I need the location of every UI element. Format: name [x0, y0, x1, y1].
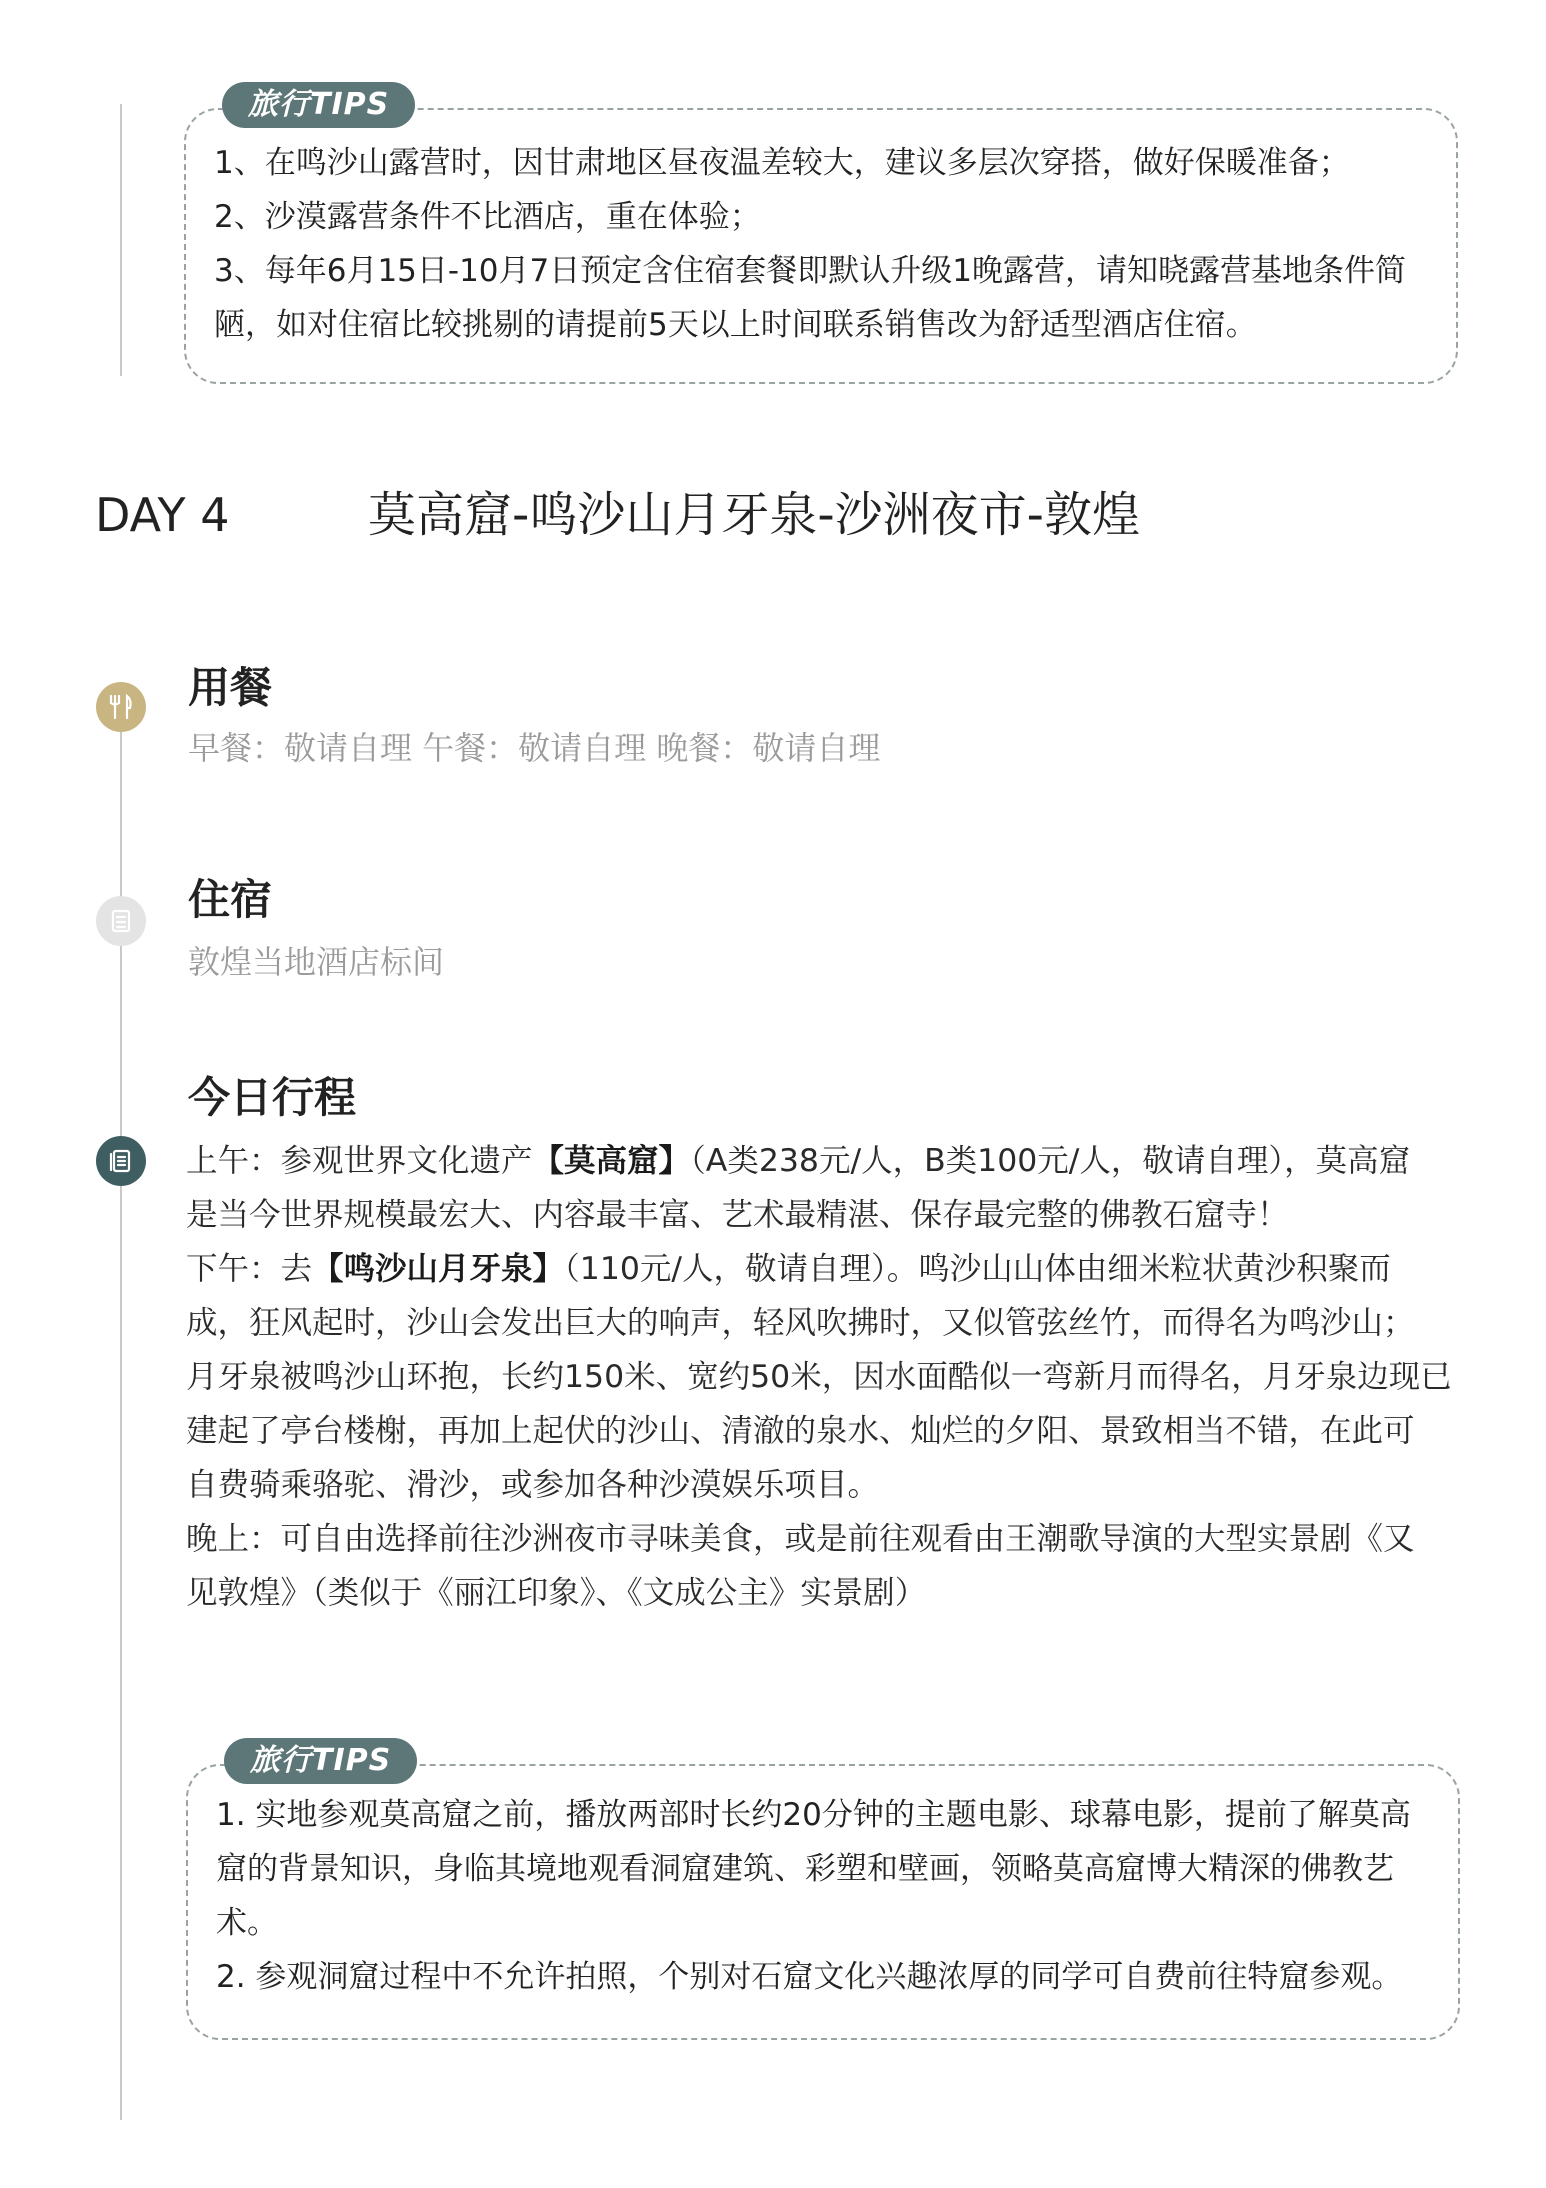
itinerary-line-1	[186, 1134, 1446, 1188]
tips1-line-1: 1、在鸣沙山露营时，因甘肃地区昼夜温差较大，建议多层次穿搭，做好保暖准备；	[214, 145, 1350, 181]
itinerary-line-2: 是当今世界规模最宏大、内容最丰富、艺术最精湛、保存最完整的佛教石窟寺！	[186, 1197, 1289, 1233]
tips2-line-1: 1. 实地参观莫高窟之前，播放两部时长约20分钟的主题电影、球幕电影，提前了解莫高	[216, 1797, 1411, 1833]
itinerary-title: 今日行程	[188, 1073, 357, 1122]
tips1-line-3: 3、每年6月15日-10月7日预定含住宿套餐即默认升级1晚露营，请知晓露营基地条件简	[214, 253, 1406, 289]
day-route-title: 莫高窟-鸣沙山月牙泉-沙洲夜市-敦煌	[368, 487, 1140, 543]
tips1-line-4: 陋，如对住宿比较挑剔的请提前5天以上时间联系销售改为舒适型酒店住宿。	[214, 307, 1257, 343]
itinerary-body	[186, 1134, 1452, 1620]
day-label: DAY 4	[95, 488, 230, 542]
meals-text: 早餐：敬请自理 午餐：敬请自理 晚餐：敬请自理	[188, 729, 881, 767]
timeline-line-top	[120, 104, 122, 376]
tips-box-2	[186, 1764, 1460, 2040]
itinerary-line-8: 晚上：可自由选择前往沙洲夜市寻味美食，或是前往观看由王潮歌导演的大型实景剧《又	[186, 1521, 1415, 1557]
meals-title: 用餐	[188, 663, 273, 712]
tips2-line-4: 2. 参观洞窟过程中不允许拍照，个别对石窟文化兴趣浓厚的同学可自费前往特窟参观。	[216, 1959, 1403, 1995]
itinerary-line-7: 自费骑乘骆驼、滑沙，或参加各种沙漠娱乐项目。	[186, 1467, 880, 1503]
itinerary-l1-highlight: 【莫高窟】	[532, 1143, 691, 1179]
itinerary-line-5: 月牙泉被鸣沙山环抱，长约150米、宽约50米，因水面酷似一弯新月而得名，月牙泉边现已	[186, 1359, 1452, 1395]
tips2-line-3: 术。	[216, 1905, 278, 1941]
itinerary-l3-c: （110元/人，敬请自理）。鸣沙山山体由细米粒状黄沙积聚而	[564, 1251, 1391, 1287]
hotel-icon	[96, 896, 146, 946]
itinerary-line-4: 成，狂风起时，沙山会发出巨大的响声，轻风吹拂时，又似管弦丝竹，而得名为鸣沙山；	[186, 1305, 1415, 1341]
itinerary-line-9: 见敦煌》（类似于《丽江印象》、《文成公主》实景剧）	[186, 1575, 927, 1611]
tips-tab-1: 旅行TIPS	[222, 82, 415, 128]
tips-tab-2: 旅行TIPS	[224, 1738, 417, 1784]
tips-box-1	[184, 108, 1458, 384]
utensils-icon	[96, 682, 146, 732]
tips1-line-2: 2、沙漠露营条件不比酒店，重在体验；	[214, 199, 761, 235]
itinerary-line-6: 建起了亭台楼榭，再加上起伏的沙山、清澈的泉水、灿烂的夕阳、景致相当不错，在此可	[186, 1413, 1415, 1449]
document-icon	[96, 1136, 146, 1186]
lodging-title: 住宿	[188, 875, 273, 924]
itinerary-l1-c: （A类238元/人，B类100元/人，敬请自理），莫高窟	[690, 1143, 1411, 1179]
itinerary-line-3	[186, 1242, 1446, 1296]
itinerary-l3-highlight: 【鸣沙山月牙泉】	[312, 1251, 565, 1287]
itinerary-l3-a: 下午：去	[186, 1251, 313, 1287]
itinerary-l1-a: 上午：参观世界文化遗产	[186, 1143, 533, 1179]
lodging-text: 敦煌当地酒店标间	[188, 943, 445, 981]
tips2-line-2: 窟的背景知识，身临其境地观看洞窟建筑、彩塑和壁画，领略莫高窟博大精深的佛教艺	[216, 1851, 1394, 1887]
